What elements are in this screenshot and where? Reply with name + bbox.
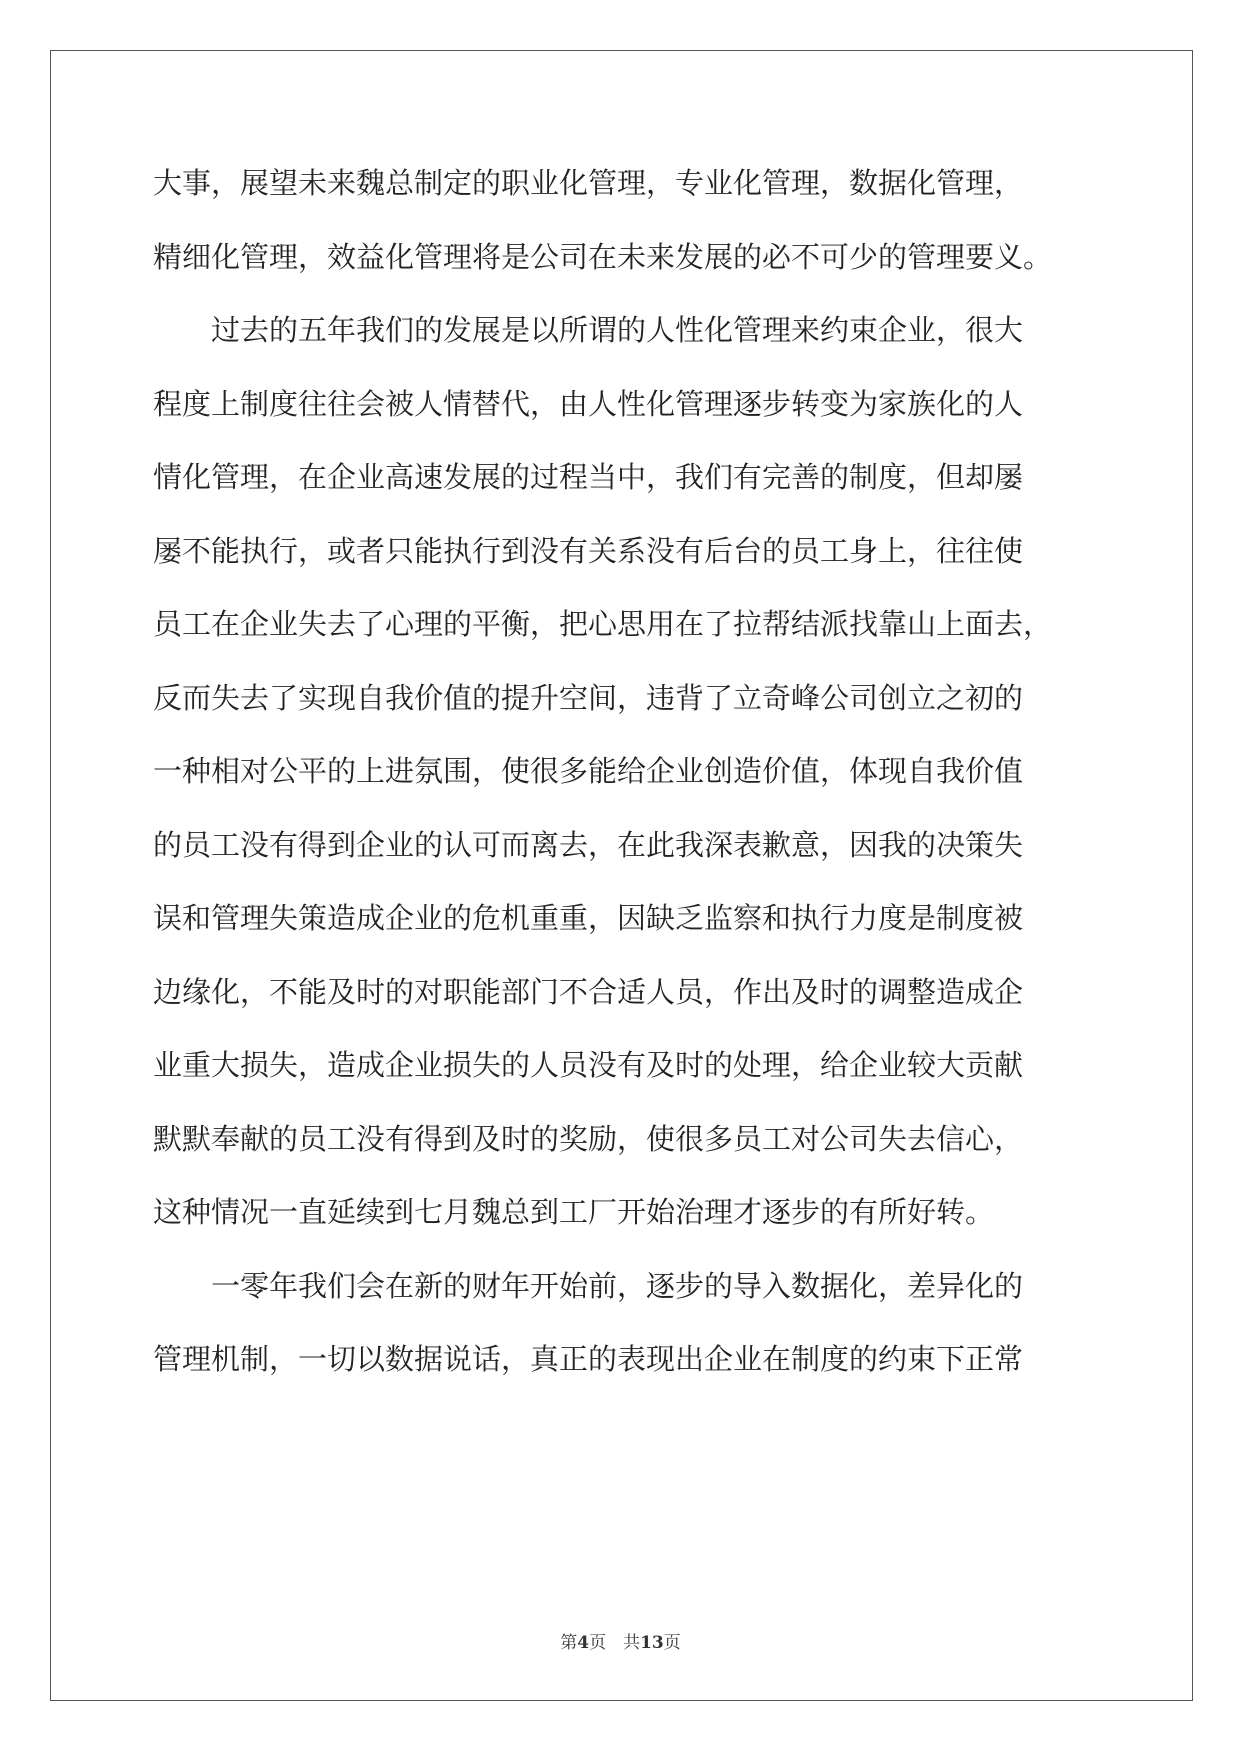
text-line: 管理机制，一切以数据说话，真正的表现出企业在制度的约束下正常 — [153, 1342, 1024, 1376]
text-line: 员工在企业失去了心理的平衡，把心思用在了拉帮结派找靠山上面去， — [153, 607, 1053, 641]
text-line: 一零年我们会在新的财年开始前，逐步的导入数据化，差异化的 — [153, 1269, 1024, 1303]
page-suffix: 页 — [663, 1633, 681, 1653]
text-line: 业重大损失，造成企业损失的人员没有及时的处理，给企业较大贡献 — [153, 1048, 1024, 1082]
page-number-total: 13 — [640, 1633, 664, 1653]
text-line: 边缘化，不能及时的对职能部门不合适人员，作出及时的调整造成企 — [153, 975, 1024, 1009]
text-line: 一种相对公平的上进氛围，使很多能给企业创造价值，体现自我价值 — [153, 754, 1024, 788]
text-line: 这种情况一直延续到七月魏总到工厂开始治理才逐步的有所好转。 — [153, 1195, 995, 1229]
text-line: 情化管理，在企业高速发展的过程当中，我们有完善的制度，但却屡 — [153, 460, 1024, 494]
page-footer — [0, 1628, 1241, 1653]
text-line: 误和管理失策造成企业的危机重重，因缺乏监察和执行力度是制度被 — [153, 901, 1024, 935]
text-line: 的员工没有得到企业的认可而离去，在此我深表歉意，因我的决策失 — [153, 828, 1024, 862]
text-line: 过去的五年我们的发展是以所谓的人性化管理来约束企业，很大 — [153, 313, 1024, 347]
page-border — [50, 50, 1193, 1701]
text-line: 屡不能执行，或者只能执行到没有关系没有后台的员工身上，往往使 — [153, 534, 1024, 568]
page-prefix: 第 — [560, 1633, 578, 1653]
text-line: 反而失去了实现自我价值的提升空间，违背了立奇峰公司创立之初的 — [153, 681, 1024, 715]
text-line: 程度上制度往往会被人情替代，由人性化管理逐步转变为家族化的人 — [153, 387, 1024, 421]
text-line: 精细化管理，效益化管理将是公司在未来发展的必不可少的管理要义。 — [153, 240, 1053, 274]
text-line: 大事，展望未来魏总制定的职业化管理，专业化管理，数据化管理， — [153, 166, 1024, 200]
page-mid: 页 共 — [589, 1633, 641, 1653]
text-line: 默默奉献的员工没有得到及时的奖励，使很多员工对公司失去信心， — [153, 1122, 1024, 1156]
page-number-current: 4 — [577, 1633, 590, 1653]
